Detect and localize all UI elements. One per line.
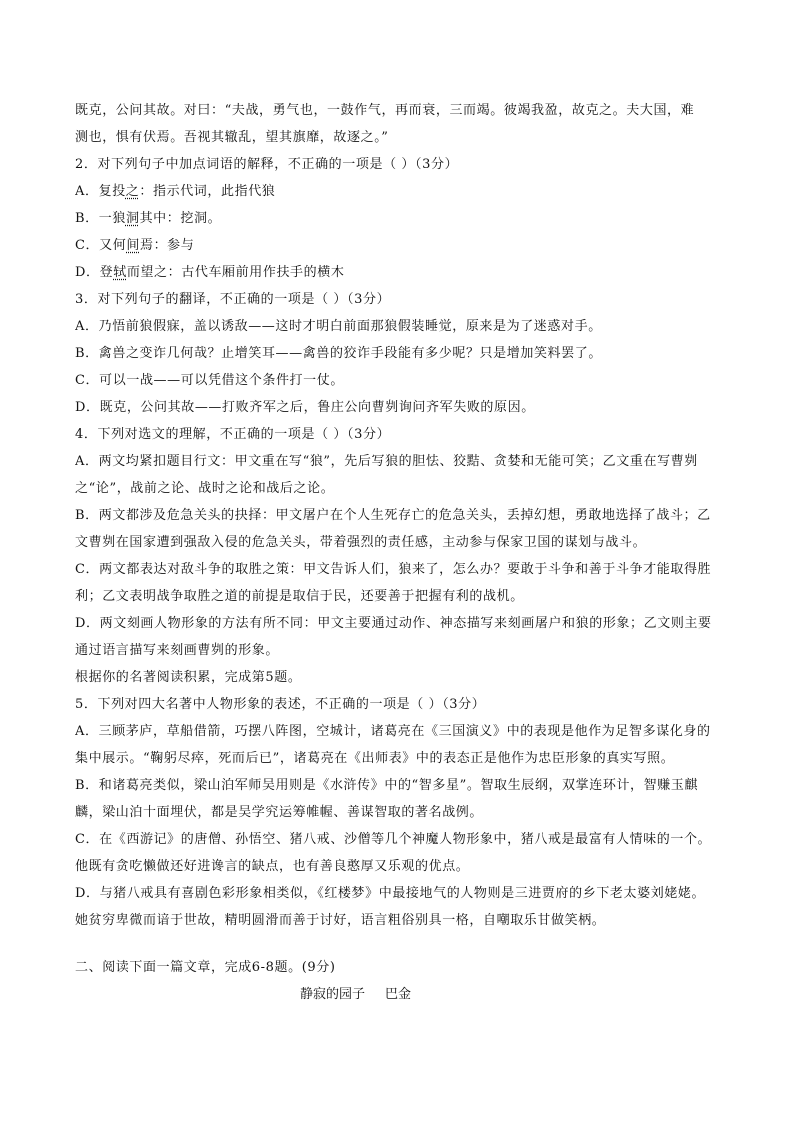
question-5-option-b: B．和诸葛亮类似，梁山泊军师吴用则是《水浒传》中的“智多星”。智取生辰纲，双掌连环计，智赚玉麒 (75, 778, 699, 793)
question-3-option-b: B．禽兽之变诈几何哉？止增笑耳——禽兽的狡诈手段能有多少呢？只是增加笑料罢了。 (75, 346, 602, 361)
question-4-option-c: C．两文都表达对敌斗争的取胜之策：甲文告诉人们，狼来了，怎么办？要敢于斗争和善于斗争才能取得胜 (75, 562, 712, 577)
question-2-option-d: D．登轼而望之：古代车厢前用作扶手的横木 (75, 265, 345, 280)
question-4-option-d-cont: 通过语言描写来刻画曹刿的形象。 (75, 643, 280, 658)
question-3-stem: 3．对下列句子的翻译，不正确的一项是（ ）（3分） (75, 292, 391, 307)
question-3-option-c: C．可以一战——可以凭借这个条件打一仗。 (75, 373, 344, 388)
question-5-option-a-cont: 集中展示。“鞠躬尽瘁，死而后已”，诸葛亮在《出师表》中的表态正是他作为忠臣形象的真实写照。 (75, 751, 675, 766)
question-2-stem: 2．对下列句子中加点词语的解释，不正确的一项是（ ）（3分） (75, 157, 459, 172)
passage-line: 既克，公问其故。对曰：“夫战，勇气也，一鼓作气，再而衰，三而竭。彼竭我盈，故克之。夫大国，难 (75, 103, 695, 118)
question-4-option-a: A．两文均紧扣题目行文：甲文重在写“狼”，先后写狼的胆怯、狡黠、贪婪和无能可笑；乙文重在写曹刿 (75, 454, 698, 469)
essay-title: 静寂的园子 (300, 987, 366, 1002)
section-2-heading: 二、阅读下面一篇文章，完成6-8题。(9分) (75, 960, 336, 975)
question-5-option-b-cont: 麟，梁山泊十面埋伏，都是吴学究运筹帷幄、善谋智取的著名战例。 (75, 805, 484, 820)
essay-author: 巴金 (385, 987, 412, 1002)
question-5-option-d-cont: 她贫穷卑微而谙于世故，精明圆滑而善于讨好，语言粗俗别具一格，自嘲取乐甘做笑柄。 (75, 913, 606, 928)
question-5-stem: 5．下列对四大名著中人物形象的表述，不正确的一项是（ ）（3分） (75, 697, 486, 712)
passage-line: 测也，惧有伏焉。吾视其辙乱，望其旗靡，故逐之。” (75, 130, 389, 145)
question-3-option-d: D．既克，公问其故——打败齐军之后，鲁庄公向曹刿询问齐军失败的原因。 (75, 400, 535, 415)
essay-title-line (300, 985, 411, 1005)
question-2-option-b: B．一狼洞其中：挖洞。 (75, 211, 222, 226)
question-4-option-a-cont: 之“论”，战前之论、战时之论和战后之论。 (75, 481, 335, 496)
question-5-option-d: D．与猪八戒具有喜剧色彩形象相类似，《红楼梦》中最接地气的人物则是三进贾府的乡下老太婆刘姥姥。 (75, 886, 706, 901)
question-5-option-c-cont: 他既有贪吃懒做还好进谗言的缺点，也有善良憨厚又乐观的优点。 (75, 859, 470, 874)
question-2-option-a: A．复投之：指示代词，此指代狼 (75, 184, 276, 199)
question-4-option-b-cont: 文曹刿在国家遭到强敌入侵的危急关头，带着强烈的责任感，主动参与保家卫国的谋划与战斗。 (75, 535, 647, 550)
question-5-option-c: C．在《西游记》的唐僧、孙悟空、猪八戒、沙僧等几个神魔人物形象中，猪八戒是最富有人情味的一个。 (75, 832, 712, 847)
question-3-option-a: A．乃悟前狼假寐，盖以诱敌——这时才明白前面那狼假装睡觉，原来是为了迷惑对手。 (75, 319, 602, 334)
question-4-option-d: D．两文刻画人物形象的方法有所不同：甲文主要通过动作、神态描写来刻画屠户和狼的形象；乙文则主要 (75, 616, 712, 631)
question-4-stem: 4．下列对选文的理解，不正确的一项是（ ）（3分） (75, 427, 391, 442)
question-5-option-a: A．三顾茅庐，草船借箭，巧摆八阵图，空城计，诸葛亮在《三国演义》中的表现是他作为足智多谋化身的 (75, 724, 711, 739)
reading-instruction: 根据你的名著阅读积累，完成第5题。 (75, 670, 302, 685)
question-4-option-b: B．两文都涉及危急关头的抉择：甲文屠户在个人生死存亡的危急关头，丢掉幻想，勇敢地选择了战斗；乙 (75, 508, 711, 523)
question-2-option-c: C．又何间焉：参与 (75, 238, 195, 253)
question-4-option-c-cont: 利；乙文表明战争取胜之道的前提是取信于民，还要善于把握有利的战机。 (75, 589, 524, 604)
